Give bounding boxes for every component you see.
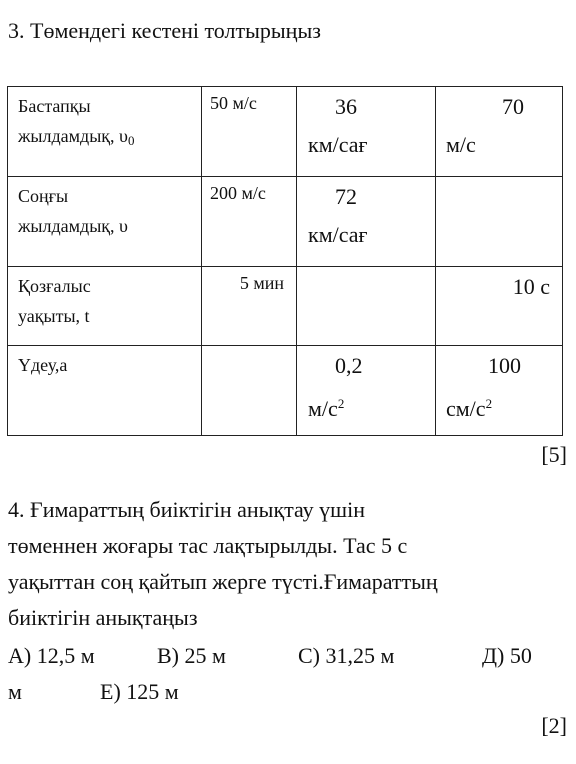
row-label-final-velocity [8,177,202,267]
cell-value: 36 [335,94,357,119]
table-cell [436,87,563,177]
superscript: 2 [485,396,493,411]
question-line: биіктігін анықтаңыз [8,605,198,630]
label-line: жылдамдық, υ [18,216,128,236]
table-row [8,87,563,177]
cell-value: 5 мин [239,273,284,293]
cell-value: 10 с [512,274,550,299]
table-cell [202,87,297,177]
row-label-acceleration: Үдеу,a [8,346,202,436]
table-row [8,177,563,267]
cell-value: 0,2 [335,353,363,378]
table-cell [202,267,297,346]
table-cell [202,177,297,267]
cell-value: 72 [335,184,357,209]
question-4-text [8,492,568,636]
option-e[interactable]: Е) 125 м [100,679,179,704]
cell-unit: см/с [446,396,486,421]
question-line: төменнен жоғары тас лақтырылды. Тас 5 с [8,533,408,558]
option-b[interactable]: В) 25 м [157,643,226,668]
table-cell [297,87,436,177]
cell-value: 200 м/с [210,183,266,203]
label-line: Қозғалыс [18,276,91,296]
row-label-initial-velocity [8,87,202,177]
table-cell [436,267,563,346]
row-label-time [8,267,202,346]
option-d[interactable]: Д) 50 [482,643,532,668]
option-d-continued: м [8,679,22,704]
cell-value: 70 [502,94,524,119]
superscript: 2 [337,396,345,411]
option-a[interactable]: А) 12,5 м [8,643,95,668]
subscript: 0 [127,133,135,148]
table-cell [436,346,563,436]
label-line: уақыты, t [18,306,90,326]
question-3-title: 3. Төмендегі кестені толтырыңыз [8,18,321,43]
question-line: уақыттан соң қайтып жерге түсті.Ғимараттың [8,569,438,594]
cell-unit: км/сағ [308,132,368,157]
table-cell [297,267,436,346]
table-cell [436,177,563,267]
cell-unit: м/с [308,396,338,421]
question-3-points: [5] [541,442,567,467]
table-row [8,267,563,346]
question-4-points: [2] [541,713,567,738]
table-cell [202,346,297,436]
table-cell [297,177,436,267]
label-line: жылдамдық, υ [18,126,128,146]
question-line: 4. Ғимараттың биіктігін анықтау үшін [8,497,365,522]
table-row [8,346,563,436]
option-c[interactable]: С) 31,25 м [298,643,395,668]
label-line: Соңғы [18,186,69,206]
cell-unit: м/с [446,132,476,157]
cell-unit: км/сағ [308,222,368,247]
table-cell [297,346,436,436]
cell-value: 100 [488,353,521,378]
cell-value: 50 м/с [210,93,257,113]
motion-table [7,86,563,436]
label-line: Бастапқы [18,96,91,116]
